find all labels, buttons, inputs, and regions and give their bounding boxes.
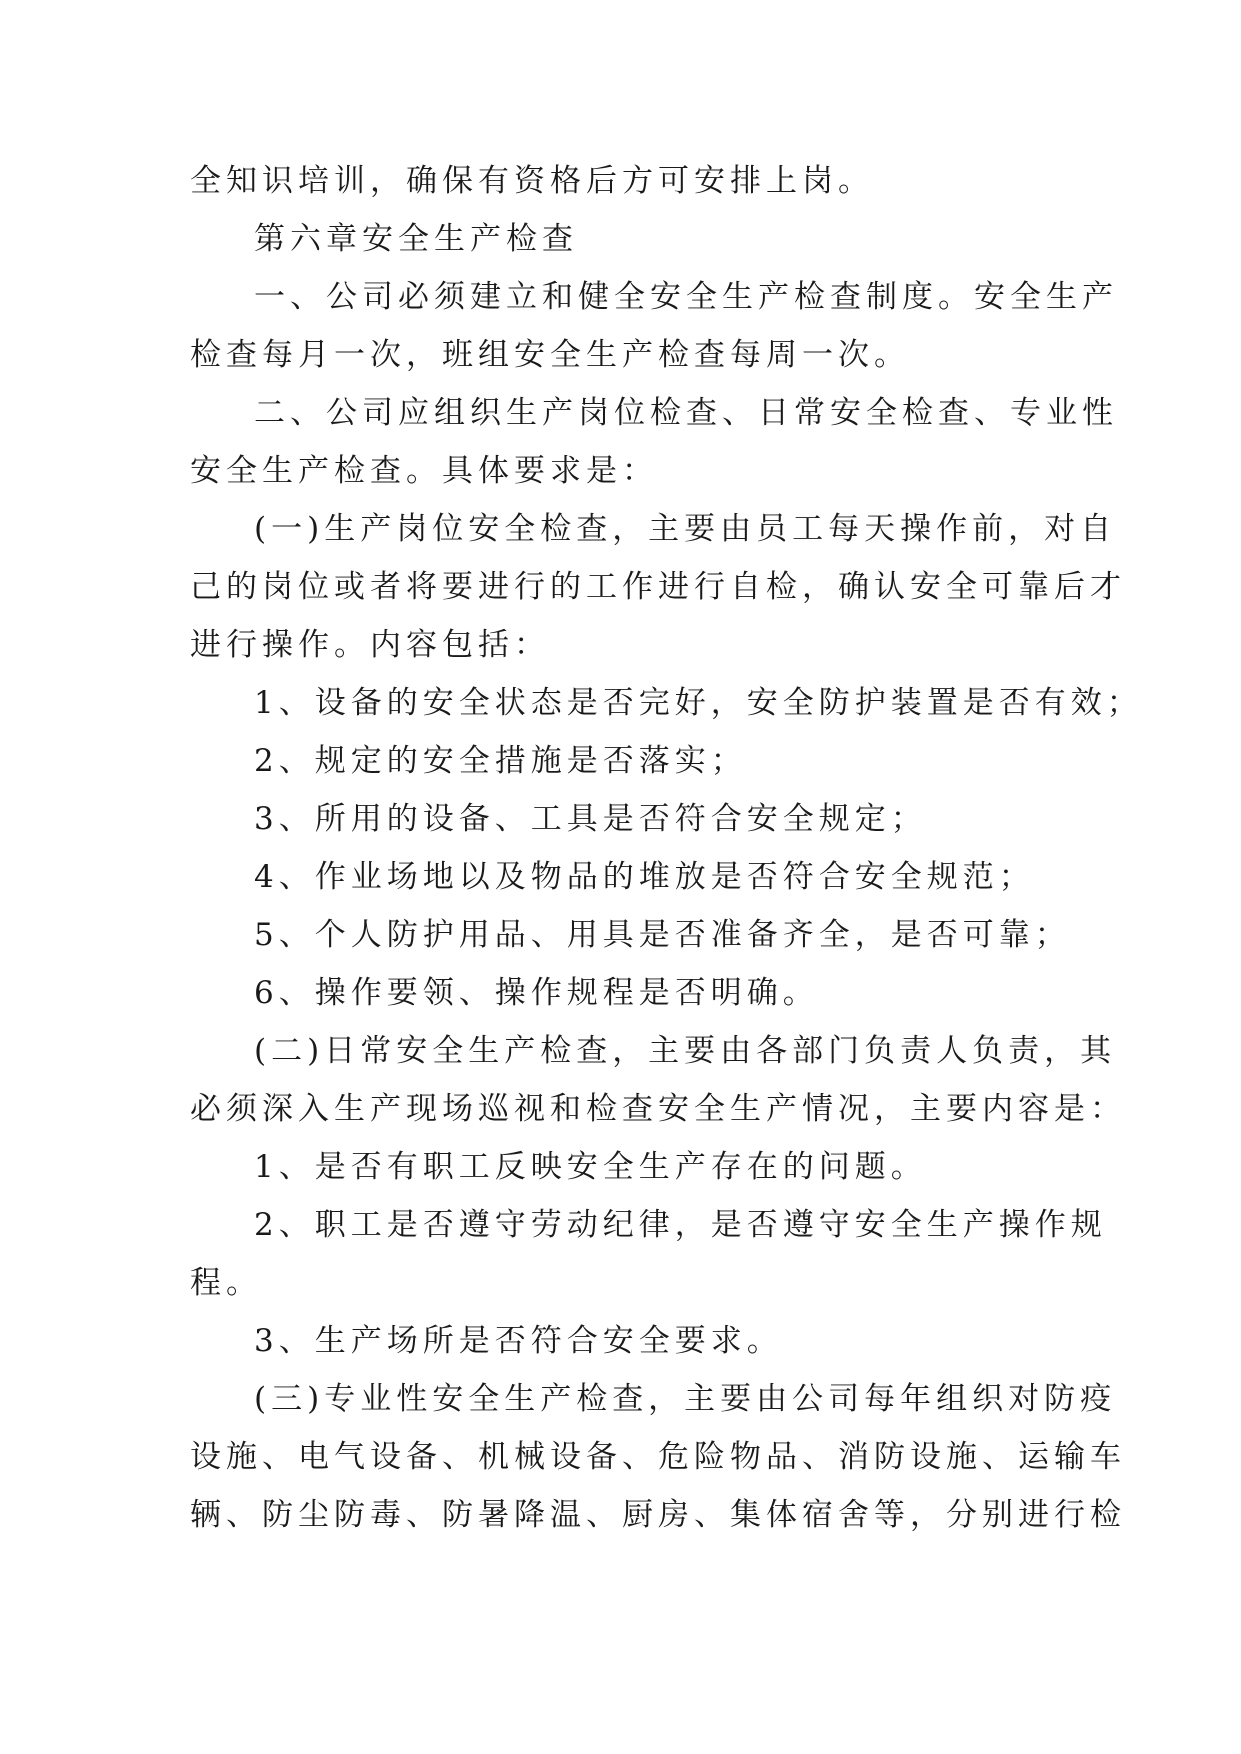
text-line: 进行操作。内容包括：	[190, 627, 550, 663]
text-line: (一)生产岗位安全检查，主要由员工每天操作前，对自	[254, 511, 1117, 547]
list-item: 2、职工是否遵守劳动纪律，是否遵守安全生产操作规	[254, 1207, 1107, 1243]
text-line: (三)专业性安全生产检查，主要由公司每年组织对防疫	[254, 1381, 1117, 1417]
text-line: 辆、防尘防毒、防暑降温、厨房、集体宿舍等，分别进行检	[190, 1497, 1126, 1533]
list-item: 1、是否有职工反映安全生产存在的问题。	[254, 1149, 927, 1185]
list-item: 1、设备的安全状态是否完好，安全防护装置是否有效；	[254, 685, 1143, 721]
text-line: 安全生产检查。具体要求是：	[190, 453, 658, 489]
chapter-heading: 第六章安全生产检查	[254, 221, 578, 257]
text-line: 程。	[190, 1265, 262, 1301]
text-line: 全知识培训，确保有资格后方可安排上岗。	[190, 163, 874, 199]
text-line: 己的岗位或者将要进行的工作进行自检，确认安全可靠后才	[190, 569, 1126, 605]
list-item: 3、所用的设备、工具是否符合安全规定；	[254, 801, 927, 837]
text-line: 必须深入生产现场巡视和检查安全生产情况，主要内容是：	[190, 1091, 1126, 1127]
document-page	[190, 152, 1143, 1544]
list-item: 5、个人防护用品、用具是否准备齐全，是否可靠；	[254, 917, 1071, 953]
list-item: 6、操作要领、操作规程是否明确。	[254, 975, 819, 1011]
text-line: 检查每月一次，班组安全生产检查每周一次。	[190, 337, 910, 373]
text-line: 设施、电气设备、机械设备、危险物品、消防设施、运输车	[190, 1439, 1126, 1475]
text-line: 二、公司应组织生产岗位检查、日常安全检查、专业性	[254, 395, 1118, 431]
list-item: 3、生产场所是否符合安全要求。	[254, 1323, 783, 1359]
list-item: 4、作业场地以及物品的堆放是否符合安全规范；	[254, 859, 1035, 895]
text-line: 一、公司必须建立和健全安全生产检查制度。安全生产	[254, 279, 1118, 315]
list-item: 2、规定的安全措施是否落实；	[254, 743, 747, 779]
text-line: (二)日常安全生产检查，主要由各部门负责人负责，其	[254, 1033, 1117, 1069]
